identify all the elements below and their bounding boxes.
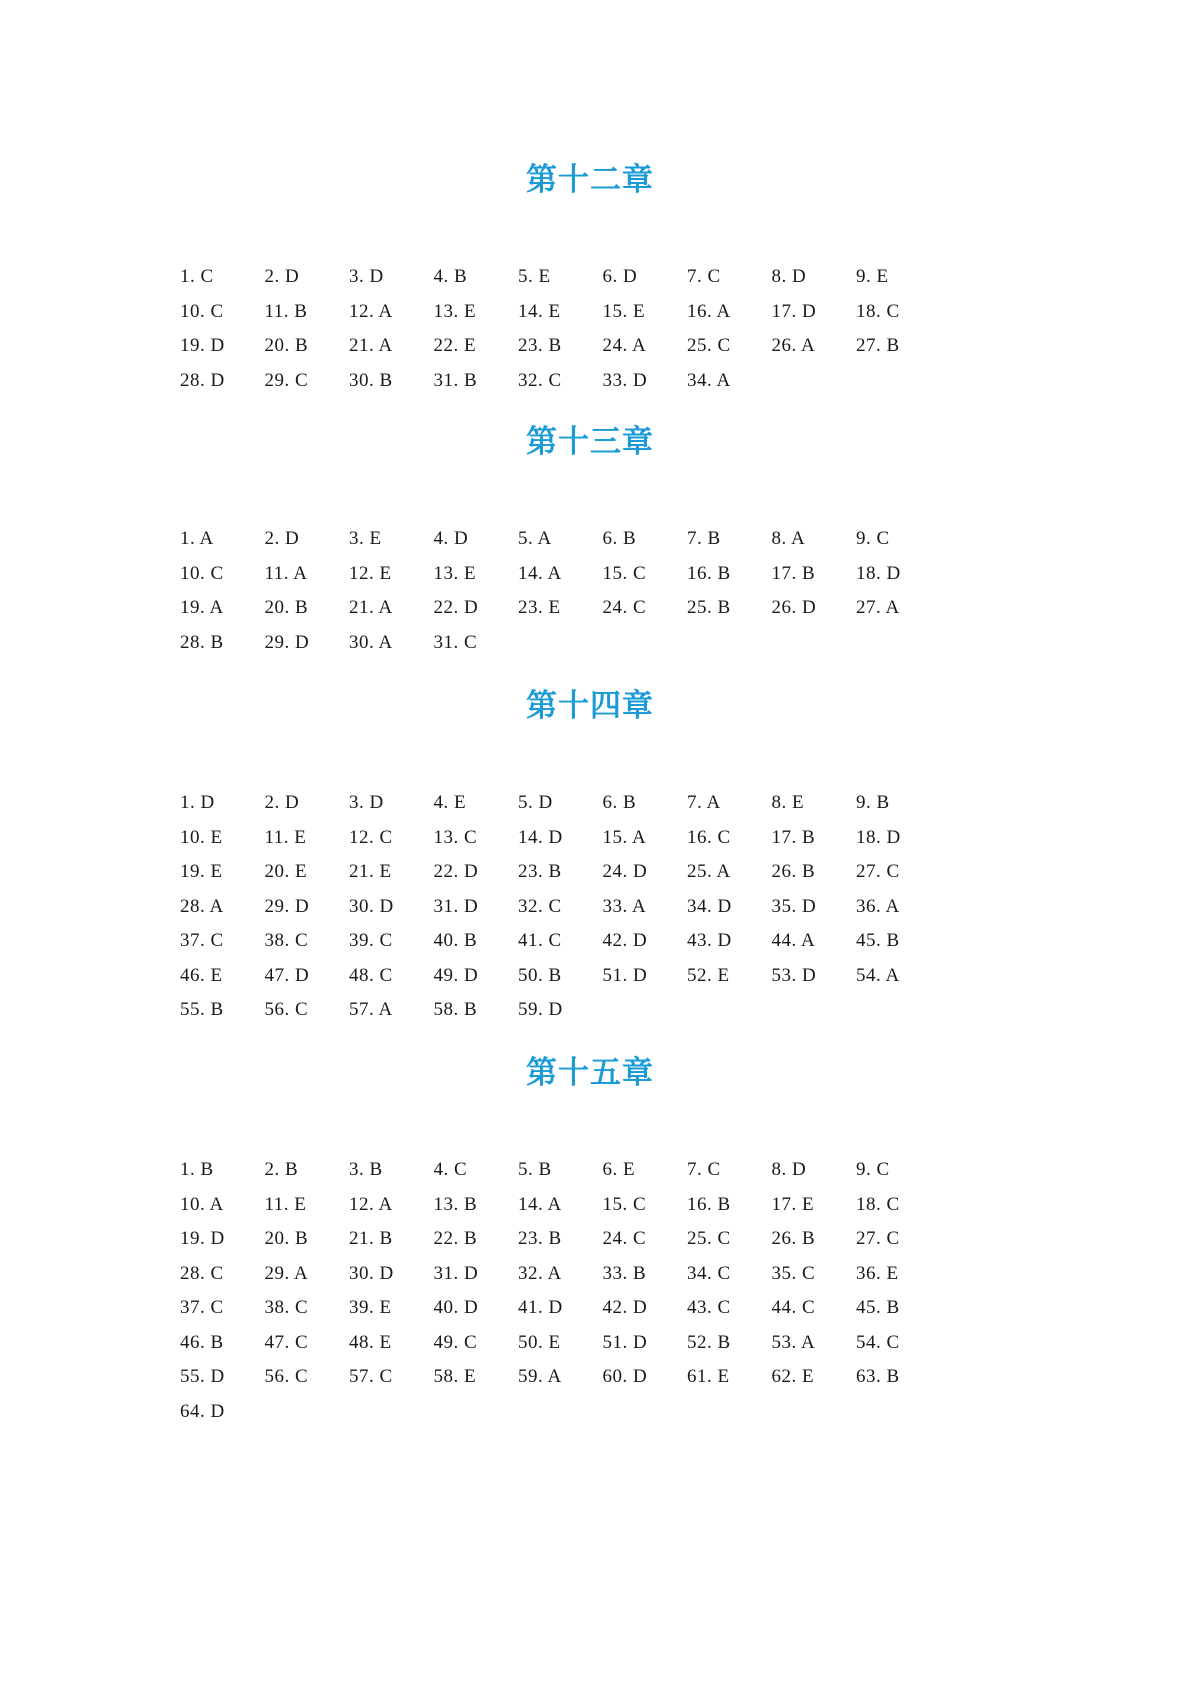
answer-item: 24. C bbox=[602, 1228, 647, 1250]
answer-item: 36. A bbox=[856, 895, 900, 917]
answer-item: 14. A bbox=[518, 1193, 562, 1215]
answer-item: 26. A bbox=[771, 335, 816, 357]
answer-row bbox=[180, 522, 1000, 557]
answer-item: 38. C bbox=[264, 930, 309, 952]
answer-row bbox=[180, 1360, 1000, 1395]
answer-row bbox=[180, 890, 1000, 925]
answer-item: 4. D bbox=[433, 528, 469, 550]
answer-row bbox=[180, 1188, 1000, 1223]
answer-item: 47. D bbox=[264, 964, 310, 986]
answer-item: 58. E bbox=[433, 1366, 477, 1388]
answer-item: 14. D bbox=[518, 826, 563, 848]
answer-item: 44. C bbox=[771, 1297, 816, 1319]
answer-item: 33. B bbox=[602, 1262, 647, 1284]
answer-item: 13. C bbox=[433, 826, 478, 848]
answer-item: 1. C bbox=[180, 266, 214, 288]
answer-item: 17. E bbox=[771, 1193, 815, 1215]
answer-item: 41. D bbox=[518, 1297, 563, 1319]
answer-grid bbox=[180, 1153, 1000, 1429]
answer-item: 32. A bbox=[518, 1262, 562, 1284]
answer-item: 37. C bbox=[180, 930, 224, 952]
answer-item: 11. E bbox=[264, 1193, 307, 1215]
answer-item: 27. C bbox=[856, 861, 900, 883]
answer-row bbox=[180, 364, 1000, 399]
answer-item: 22. B bbox=[433, 1228, 478, 1250]
answer-item: 59. D bbox=[518, 999, 563, 1021]
answer-item: 41. C bbox=[518, 930, 562, 952]
answer-item: 29. A bbox=[264, 1262, 309, 1284]
answer-item: 38. C bbox=[264, 1297, 309, 1319]
answer-item: 8. D bbox=[771, 266, 807, 288]
chapter-section-15 bbox=[180, 1053, 1000, 1429]
answer-item: 6. B bbox=[602, 528, 637, 550]
answer-item: 58. B bbox=[433, 999, 478, 1021]
answer-item: 13. E bbox=[433, 562, 477, 584]
answer-row bbox=[180, 295, 1000, 330]
answer-item: 24. C bbox=[602, 597, 647, 619]
answer-item: 17. B bbox=[771, 826, 816, 848]
answer-item: 19. D bbox=[180, 335, 225, 357]
answer-item: 16. B bbox=[687, 1193, 731, 1215]
answer-item: 20. B bbox=[264, 335, 309, 357]
answer-item: 40. B bbox=[433, 930, 478, 952]
answer-item: 21. B bbox=[349, 1228, 393, 1250]
answer-item: 29. D bbox=[264, 631, 310, 653]
answer-item: 34. A bbox=[687, 369, 731, 391]
answer-item: 26. B bbox=[771, 861, 816, 883]
answer-item: 20. B bbox=[264, 597, 309, 619]
chapter-title: 第十三章 bbox=[526, 424, 654, 460]
answer-item: 26. D bbox=[771, 597, 817, 619]
answer-item: 44. A bbox=[771, 930, 816, 952]
answer-item: 5. B bbox=[518, 1159, 552, 1181]
answer-item: 18. C bbox=[856, 300, 900, 322]
answer-item: 3. D bbox=[349, 266, 384, 288]
answer-item: 8. E bbox=[771, 792, 805, 814]
answer-item: 17. B bbox=[771, 562, 816, 584]
answer-item: 13. B bbox=[433, 1193, 478, 1215]
answer-item: 12. E bbox=[349, 562, 392, 584]
answer-row bbox=[180, 1153, 1000, 1188]
answer-item: 5. E bbox=[518, 266, 551, 288]
answer-grid bbox=[180, 786, 1000, 1028]
answer-item: 14. A bbox=[518, 562, 562, 584]
answer-item: 21. A bbox=[349, 597, 393, 619]
answer-item: 32. C bbox=[518, 369, 562, 391]
answer-item: 14. E bbox=[518, 300, 561, 322]
answer-item: 33. A bbox=[602, 895, 647, 917]
answer-item: 24. D bbox=[602, 861, 648, 883]
answer-item: 37. C bbox=[180, 1297, 224, 1319]
answer-row bbox=[180, 626, 1000, 661]
answer-item: 53. D bbox=[771, 964, 817, 986]
answer-item: 51. D bbox=[602, 964, 648, 986]
answer-item: 60. D bbox=[602, 1366, 648, 1388]
answer-item: 3. B bbox=[349, 1159, 383, 1181]
answer-item: 6. B bbox=[602, 792, 637, 814]
answer-item: 18. D bbox=[856, 562, 901, 584]
answer-item: 56. C bbox=[264, 1366, 309, 1388]
answer-item: 23. B bbox=[518, 335, 562, 357]
answer-item: 30. D bbox=[349, 1262, 394, 1284]
answer-item: 55. B bbox=[180, 999, 224, 1021]
answer-item: 12. C bbox=[349, 826, 393, 848]
answer-item: 28. B bbox=[180, 631, 224, 653]
answer-item: 43. C bbox=[687, 1297, 731, 1319]
chapter-title: 第十五章 bbox=[526, 1055, 654, 1091]
answer-item: 46. E bbox=[180, 964, 223, 986]
answer-item: 3. D bbox=[349, 792, 384, 814]
answer-item: 31. D bbox=[433, 1262, 479, 1284]
answer-item: 18. D bbox=[856, 826, 901, 848]
answer-item: 15. E bbox=[602, 300, 646, 322]
answer-item: 11. B bbox=[264, 300, 308, 322]
answer-item: 25. C bbox=[687, 1228, 731, 1250]
answer-item: 16. C bbox=[687, 826, 731, 848]
answer-item: 1. A bbox=[180, 528, 214, 550]
answer-item: 56. C bbox=[264, 999, 309, 1021]
answer-item: 27. B bbox=[856, 335, 900, 357]
answer-item: 55. D bbox=[180, 1366, 225, 1388]
answer-item: 7. C bbox=[687, 266, 721, 288]
answer-item: 7. B bbox=[687, 528, 721, 550]
answer-item: 25. C bbox=[687, 335, 731, 357]
answer-item: 20. B bbox=[264, 1228, 309, 1250]
answer-item: 4. B bbox=[433, 266, 468, 288]
answer-item: 17. D bbox=[771, 300, 817, 322]
answer-item: 45. B bbox=[856, 930, 900, 952]
answer-grid bbox=[180, 522, 1000, 660]
answer-item: 50. E bbox=[518, 1331, 561, 1353]
answer-item: 23. B bbox=[518, 1228, 562, 1250]
answer-row bbox=[180, 1395, 1000, 1430]
answer-item: 28. D bbox=[180, 369, 225, 391]
answer-item: 21. E bbox=[349, 861, 392, 883]
chapter-section-14 bbox=[180, 686, 1000, 1028]
answer-item: 27. A bbox=[856, 597, 900, 619]
answer-item: 4. C bbox=[433, 1159, 468, 1181]
answer-item: 2. B bbox=[264, 1159, 299, 1181]
answer-item: 57. A bbox=[349, 999, 393, 1021]
answer-item: 36. E bbox=[856, 1262, 899, 1284]
answer-item: 59. A bbox=[518, 1366, 562, 1388]
answer-item: 16. A bbox=[687, 300, 731, 322]
answer-item: 2. D bbox=[264, 528, 300, 550]
answer-item: 1. B bbox=[180, 1159, 214, 1181]
answer-item: 12. A bbox=[349, 1193, 393, 1215]
answer-item: 10. E bbox=[180, 826, 223, 848]
answer-item: 29. C bbox=[264, 369, 309, 391]
answer-item: 47. C bbox=[264, 1331, 309, 1353]
answer-item: 48. C bbox=[349, 964, 393, 986]
answer-item: 23. B bbox=[518, 861, 562, 883]
answer-row bbox=[180, 786, 1000, 821]
answer-item: 42. D bbox=[602, 930, 648, 952]
answer-item: 64. D bbox=[180, 1400, 225, 1422]
answer-item: 35. D bbox=[771, 895, 817, 917]
answer-item: 29. D bbox=[264, 895, 310, 917]
answer-item: 25. A bbox=[687, 861, 731, 883]
answer-item: 7. C bbox=[687, 1159, 721, 1181]
answer-item: 54. C bbox=[856, 1331, 900, 1353]
answer-item: 10. A bbox=[180, 1193, 224, 1215]
answer-item: 30. B bbox=[349, 369, 393, 391]
answer-item: 3. E bbox=[349, 528, 382, 550]
answer-item: 5. D bbox=[518, 792, 553, 814]
answer-item: 15. C bbox=[602, 562, 647, 584]
answer-item: 39. C bbox=[349, 930, 393, 952]
answer-item: 18. C bbox=[856, 1193, 900, 1215]
answer-item: 21. A bbox=[349, 335, 393, 357]
answer-item: 19. E bbox=[180, 861, 223, 883]
answer-item: 9. B bbox=[856, 792, 890, 814]
answer-row bbox=[180, 1222, 1000, 1257]
answer-item: 2. D bbox=[264, 266, 300, 288]
answer-item: 43. D bbox=[687, 930, 732, 952]
answer-item: 49. D bbox=[433, 964, 479, 986]
answer-item: 5. A bbox=[518, 528, 552, 550]
answer-item: 15. A bbox=[602, 826, 647, 848]
answer-item: 6. E bbox=[602, 1159, 636, 1181]
answer-item: 9. E bbox=[856, 266, 889, 288]
chapter-section-13 bbox=[180, 422, 1000, 660]
answer-item: 45. B bbox=[856, 1297, 900, 1319]
answer-item: 11. A bbox=[264, 562, 308, 584]
chapter-title: 第十二章 bbox=[526, 162, 654, 198]
answer-row bbox=[180, 329, 1000, 364]
answer-item: 52. B bbox=[687, 1331, 731, 1353]
answer-row bbox=[180, 260, 1000, 295]
answer-item: 19. A bbox=[180, 597, 224, 619]
answer-item: 35. C bbox=[771, 1262, 816, 1284]
answer-item: 19. D bbox=[180, 1228, 225, 1250]
answer-item: 62. E bbox=[771, 1366, 815, 1388]
answer-item: 49. C bbox=[433, 1331, 478, 1353]
answer-item: 48. E bbox=[349, 1331, 392, 1353]
answer-row bbox=[180, 959, 1000, 994]
answer-item: 52. E bbox=[687, 964, 730, 986]
answer-item: 61. E bbox=[687, 1366, 730, 1388]
answer-item: 33. D bbox=[602, 369, 648, 391]
answer-item: 53. A bbox=[771, 1331, 816, 1353]
answer-item: 28. A bbox=[180, 895, 224, 917]
answer-item: 12. A bbox=[349, 300, 393, 322]
answer-row bbox=[180, 1326, 1000, 1361]
answer-row bbox=[180, 993, 1000, 1028]
answer-item: 30. A bbox=[349, 631, 393, 653]
answer-item: 39. E bbox=[349, 1297, 392, 1319]
answer-item: 25. B bbox=[687, 597, 731, 619]
answer-item: 22. D bbox=[433, 597, 479, 619]
chapter-section-12 bbox=[180, 160, 1000, 398]
answer-item: 16. B bbox=[687, 562, 731, 584]
answer-item: 9. C bbox=[856, 1159, 890, 1181]
answer-item: 28. C bbox=[180, 1262, 224, 1284]
answer-item: 4. E bbox=[433, 792, 467, 814]
answer-item: 9. C bbox=[856, 528, 890, 550]
answer-item: 8. D bbox=[771, 1159, 807, 1181]
answer-item: 15. C bbox=[602, 1193, 647, 1215]
answer-row bbox=[180, 1257, 1000, 1292]
answer-item: 50. B bbox=[518, 964, 562, 986]
answer-row bbox=[180, 1291, 1000, 1326]
answer-row bbox=[180, 557, 1000, 592]
answer-item: 27. C bbox=[856, 1228, 900, 1250]
answer-item: 10. C bbox=[180, 562, 224, 584]
answer-item: 46. B bbox=[180, 1331, 224, 1353]
answer-row bbox=[180, 924, 1000, 959]
answer-item: 54. A bbox=[856, 964, 900, 986]
answer-item: 31. B bbox=[433, 369, 478, 391]
answer-item: 22. D bbox=[433, 861, 479, 883]
answer-item: 32. C bbox=[518, 895, 562, 917]
answer-item: 6. D bbox=[602, 266, 638, 288]
answer-row bbox=[180, 821, 1000, 856]
answer-item: 20. E bbox=[264, 861, 308, 883]
answer-item: 23. E bbox=[518, 597, 561, 619]
answer-item: 40. D bbox=[433, 1297, 479, 1319]
answer-item: 7. A bbox=[687, 792, 721, 814]
answer-row bbox=[180, 591, 1000, 626]
answer-item: 42. D bbox=[602, 1297, 648, 1319]
answer-item: 30. D bbox=[349, 895, 394, 917]
answer-item: 63. B bbox=[856, 1366, 900, 1388]
answer-grid bbox=[180, 260, 1000, 398]
answer-item: 26. B bbox=[771, 1228, 816, 1250]
chapter-title: 第十四章 bbox=[526, 688, 654, 724]
answer-item: 31. C bbox=[433, 631, 478, 653]
answer-item: 24. A bbox=[602, 335, 647, 357]
answer-item: 13. E bbox=[433, 300, 477, 322]
answer-row bbox=[180, 855, 1000, 890]
answer-item: 8. A bbox=[771, 528, 806, 550]
answer-item: 57. C bbox=[349, 1366, 393, 1388]
answer-item: 34. C bbox=[687, 1262, 731, 1284]
answer-item: 34. D bbox=[687, 895, 732, 917]
answer-item: 2. D bbox=[264, 792, 300, 814]
answer-item: 10. C bbox=[180, 300, 224, 322]
answer-item: 31. D bbox=[433, 895, 479, 917]
answer-item: 22. E bbox=[433, 335, 477, 357]
answer-item: 1. D bbox=[180, 792, 215, 814]
answer-item: 11. E bbox=[264, 826, 307, 848]
answer-item: 51. D bbox=[602, 1331, 648, 1353]
